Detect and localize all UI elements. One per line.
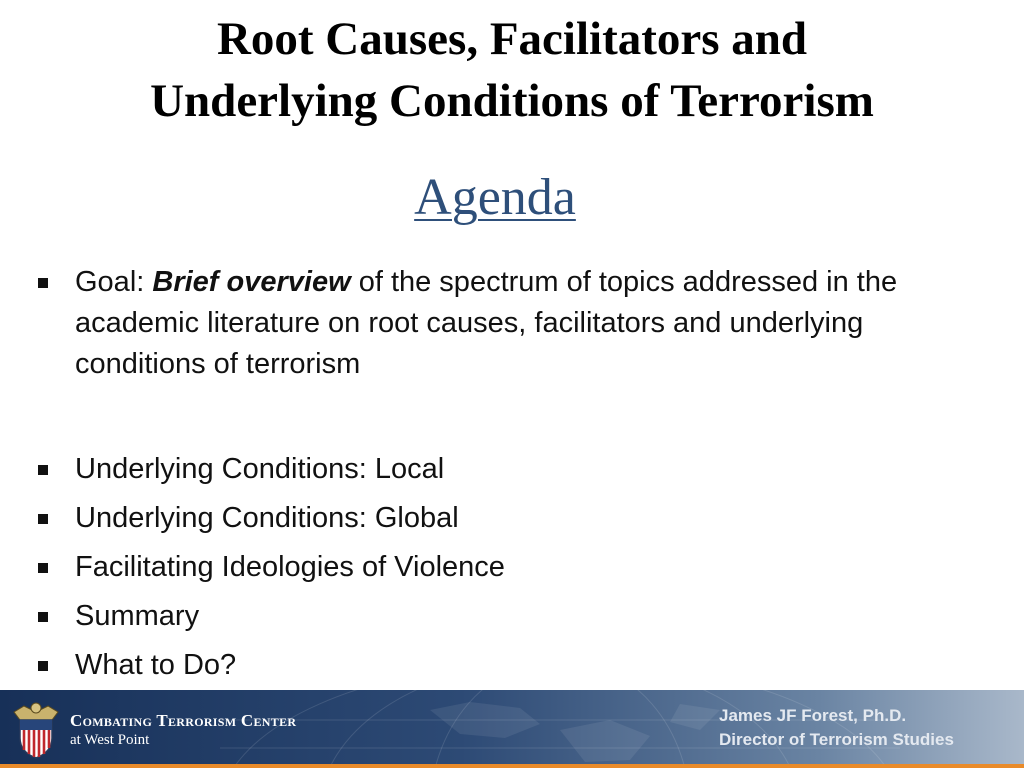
agenda-list [0,262,1000,690]
goal-prefix: Goal: [75,266,153,298]
presenter-name: James JF Forest, Ph.D. [719,706,907,725]
slide-title [40,8,984,132]
west-point-crest-icon [8,698,64,760]
goal-bullet [0,262,1000,385]
presenter-title: Director of Terrorism Studies [719,730,954,749]
agenda-item-what-to-do: What to Do? [0,641,1000,690]
goal-text: of the spectrum of topics addressed in the academic literature on root causes, facilitators and underlying conditions of terrorism [75,266,898,380]
org-subtitle: at West Point [70,732,150,748]
goal-emphasis: Brief overview [152,266,351,298]
agenda-item-local: Underlying Conditions: Local [0,445,1000,494]
agenda-item-global: Underlying Conditions: Global [0,494,1000,543]
org-name: Combating Terrorism Center [70,711,297,730]
agenda-item-ideologies: Facilitating Ideologies of Violence [0,543,1000,592]
title-line-1: Root Causes, Facilitators and [216,13,808,65]
footer-accent-stripe [0,764,1024,768]
title-line-2: Underlying Conditions of Terrorism [150,75,874,127]
footer-banner [0,690,1024,768]
presenter-info [719,704,954,752]
agenda-heading: Agenda [414,169,576,226]
agenda-item-summary: Summary [0,592,1000,641]
